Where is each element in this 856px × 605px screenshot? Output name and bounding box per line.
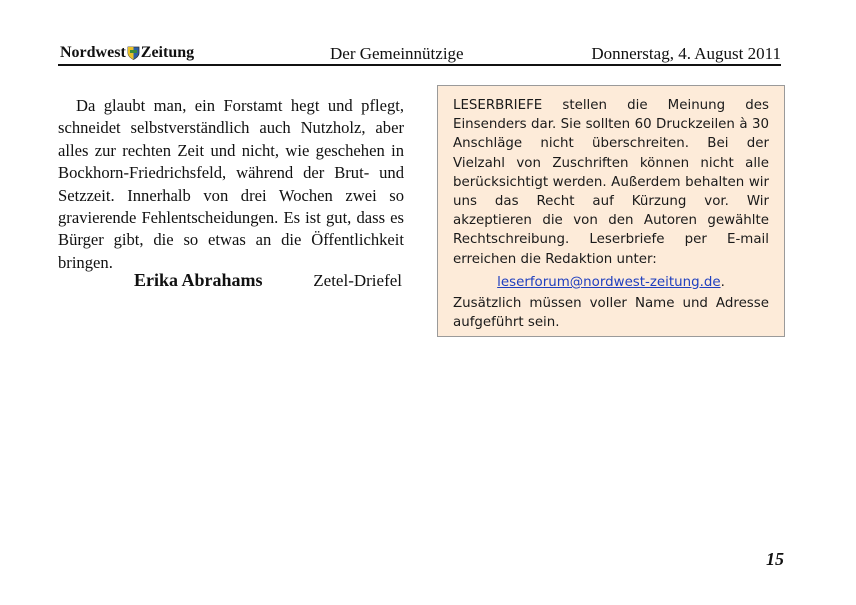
brand-name-second: Zeitung bbox=[140, 44, 195, 61]
notice-text: LESERBRIEFE stellen die Meinung des Einsenders dar. Sie sollten 60 Druckzeilen à 30 Anschläge nicht überschreiten. Bei der Vielzahl von Zuschriften können nicht alle berücksichtigt werden. Außerdem behalten wir uns das Recht auf Kürzung vor. Wir akzeptieren die von den Autoren gewählte Rechtschreibung. Leserbriefe per E-mail erreichen die Redaktion unter: bbox=[453, 98, 769, 267]
letter-signature bbox=[58, 270, 404, 294]
brand-name-first: Nordwest bbox=[60, 44, 126, 61]
author-place: Zetel-Driefel bbox=[313, 271, 402, 290]
letter-column bbox=[58, 95, 404, 274]
page-number: 15 bbox=[766, 549, 784, 569]
notice-closing: Zusätzlich müssen voller Name und Adresse aufgeführt sein. bbox=[453, 296, 769, 331]
page-header bbox=[58, 42, 781, 64]
coat-of-arms-icon bbox=[127, 46, 140, 60]
header-rule bbox=[58, 64, 781, 66]
letter-body: Da glaubt man, ein Forstamt hegt und pflegt, schneidet selbstverständlich auch Nutzholz, aber alles zur rechten Zeit und nicht, wie geschehen in Bockhorn-Friedrichsfeld, während der Brut- und Setzzeit. Innerhalb von drei Wochen zwei so gravierende Fehlentscheidungen. Es ist gut, dass es Bürger gibt, die so etwas an die Öffentlichkeit bringen. bbox=[58, 96, 404, 272]
editorial-email-link[interactable]: leserforum@nordwest-zeitung.de bbox=[497, 274, 721, 290]
author-name: Erika Abrahams bbox=[134, 270, 263, 290]
section-title: Der Gemeinnützige bbox=[330, 44, 464, 63]
email-period: . bbox=[720, 274, 725, 290]
letters-notice-box bbox=[437, 85, 785, 337]
notice-email-line bbox=[453, 273, 769, 292]
issue-date: Donnerstag, 4. August 2011 bbox=[591, 44, 781, 63]
newspaper-brand bbox=[60, 44, 194, 62]
